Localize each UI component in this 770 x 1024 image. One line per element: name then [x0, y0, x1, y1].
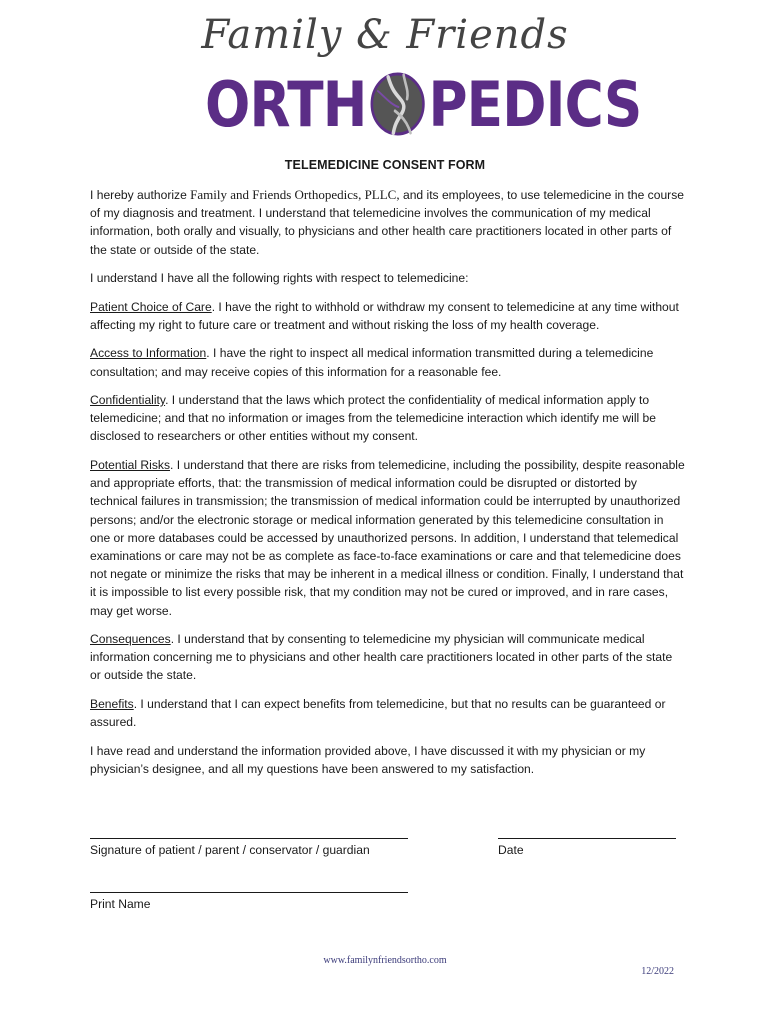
- section-confidentiality: [90, 391, 686, 446]
- section-heading: Benefits: [90, 696, 134, 711]
- rights-intro: I understand I have all the following rights with respect to telemedicine:: [90, 271, 469, 286]
- section-consequences: [90, 630, 686, 685]
- print-name-line[interactable]: [90, 880, 408, 893]
- intro-paragraph: [90, 186, 686, 259]
- date-line[interactable]: [498, 826, 676, 839]
- section-access-to-information: [90, 344, 686, 380]
- closing-statement: I have read and understand the information provided above, I have discussed it with my physician or my physician’s designee, and all my questions have been answered to my satisfaction.: [90, 743, 646, 776]
- footer-website-link[interactable]: www.familynfriendsortho.com: [323, 955, 447, 966]
- section-heading: Potential Risks: [90, 457, 170, 472]
- section-potential-risks: [90, 456, 686, 620]
- logo-wordmark: [205, 64, 641, 144]
- section-heading: Confidentiality: [90, 393, 166, 408]
- section-patient-choice: [90, 298, 686, 334]
- section-heading: Access to Information: [90, 346, 207, 361]
- logo: [0, 10, 770, 142]
- signature-field[interactable]: [90, 826, 408, 857]
- section-body: . I understand that the laws which protect the confidentiality of medical information apply to telemedicine; and that no information or images from the telemedicine interaction which identify me will be disclosed to researchers or other entities without my consent.: [90, 393, 657, 444]
- section-benefits: [90, 695, 686, 731]
- logo-script-text: Family & Friends: [201, 12, 569, 58]
- date-label: Date: [498, 843, 524, 857]
- form-body: [90, 186, 686, 788]
- print-name-field[interactable]: [90, 880, 408, 911]
- logo-wordmark-left: ORTH: [205, 67, 367, 141]
- print-name-label: Print Name: [90, 897, 151, 911]
- practice-name: Family and Friends Orthopedics, PLLC,: [190, 187, 400, 202]
- signature-line[interactable]: [90, 826, 408, 839]
- logo-wordmark-right: PEDICS: [428, 67, 642, 141]
- intro-after: and its employees, to use telemedicine in the course of my diagnosis and treatment. I understand that telemedicine involves the communication of my medical information, both orally and visually, to physicians and other health care practitioners located in other parts of the state or outside of the state.: [90, 188, 684, 257]
- footer-revision-date: 12/2022: [641, 966, 674, 977]
- section-body: . I have the right to inspect all medical information transmitted during a telemedicine consultation; and may receive copies of this information for a reasonable fee.: [90, 346, 654, 379]
- date-field[interactable]: [498, 826, 676, 857]
- knee-joint-icon: [369, 71, 426, 137]
- form-title: TELEMEDICINE CONSENT FORM: [284, 158, 486, 172]
- intro-before: I hereby authorize: [90, 188, 191, 202]
- section-heading: Patient Choice of Care: [90, 299, 212, 314]
- signature-label: Signature of patient / parent / conservator / guardian: [90, 843, 370, 857]
- section-body: . I understand that there are risks from telemedicine, including the possibility, despite reasonable and appropriate efforts, that: the transmission of medical information could be disrupted or distorted by technical failures in transmission; the transmission of medical information could be interrupted by unauthorized persons; and/or the electronic storage or medical information generated by this telemedicine consultation in one or more databases could be accessed by unauthorized persons. In addition, I understand that telemedical examinations or care may not be as complete as face-to-face examinations or care and that telemedicine does not negate or minimize the risks that may be inherent in a medical illness or condition. Finally, I understand that it is impossible to list every possible risk, that my condition may not be cured or improved, and in rare cases, may get worse.: [90, 457, 685, 618]
- section-body: . I understand that I can expect benefits from telemedicine, but that no results can be guaranteed or assured.: [90, 696, 666, 730]
- section-body: . I have the right to withhold or withdraw my consent to telemedicine at any time without affecting my right to future care or treatment and without risking the loss of my health coverage.: [90, 299, 679, 332]
- section-heading: Consequences: [90, 632, 171, 647]
- section-body: . I understand that by consenting to telemedicine my physician will communicate medical information concerning me to physicians and other health care practitioners located in other parts of the state or outside the state.: [90, 632, 673, 683]
